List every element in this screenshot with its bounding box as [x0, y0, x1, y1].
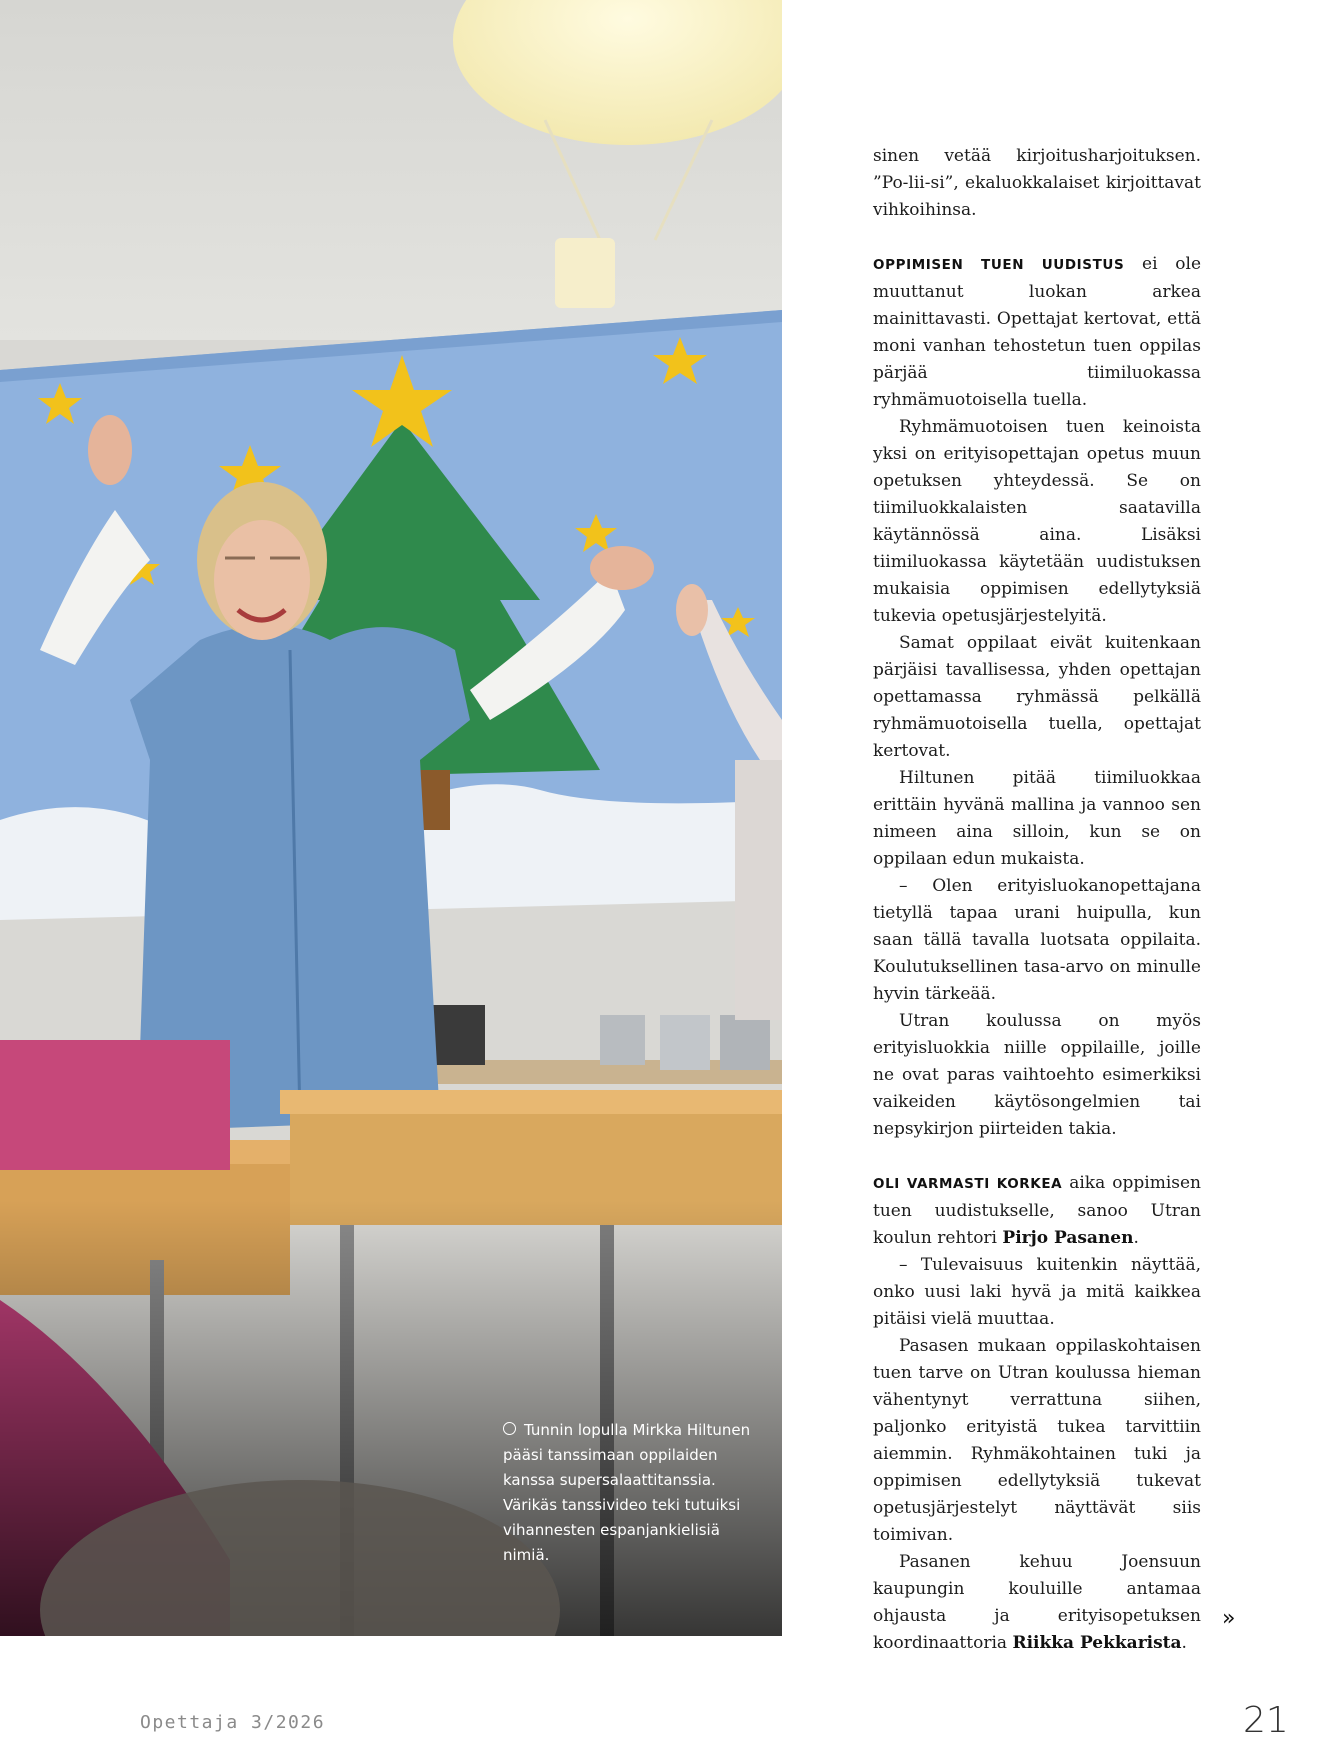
person-name: Riikka Pekkarista — [1012, 1633, 1182, 1653]
publication-issue: Opettaja 3/2026 — [140, 1712, 326, 1733]
photo-caption — [503, 1418, 753, 1568]
article-paragraph: sinen vetää kirjoitusharjoituksen. ”Po-lii-si”, ekaluokkalaiset kirjoittavat vihkoihinsa. — [873, 146, 1201, 220]
section-lead: OLI VARMASTI KORKEA — [873, 1176, 1063, 1192]
article-paragraph: Pasasen mukaan oppilaskohtaisen tuen tarve on Utran koulussa hieman vähentynyt verrattuna siihen, paljonko erityistä tukea tarvittiin aiemmin. Ryhmäkohtainen tuki ja oppimisen edellytyksiä tukevat opetusjärjestelyt näyttävät siis toimivan. — [873, 1336, 1201, 1545]
article-paragraph: Utran koulussa on myös erityisluokkia niille oppilaille, joille ne ovat paras vaihtoehto esimerkiksi vaikeiden käytösongelmien tai nepsykirjon piirteiden takia. — [873, 1011, 1201, 1139]
article-column — [873, 143, 1201, 1657]
caption-circle-icon — [503, 1422, 516, 1435]
article-paragraph: OPPIMISEN TUEN UUDISTUS ei ole muuttanut luokan arkea mainittavasti. Opettajat kertovat, että moni vanhan tehostetun tuen oppilas pärjää tiimiluokassa ryhmämuotoisella tuella. — [873, 254, 1201, 410]
article-paragraph: Pasanen kehuu Joensuun kaupungin kouluille antamaa ohjausta ja erityisopetuksen koordinaattoria Riikka Pekkarista. — [873, 1552, 1201, 1653]
article-paragraph: OLI VARMASTI KORKEA aika oppimisen tuen uudistukselle, sanoo Utran koulun rehtori Pirjo Pasanen. — [873, 1173, 1201, 1248]
person-name: Pirjo Pasanen — [1002, 1228, 1134, 1248]
page-number: 21 — [1243, 1700, 1289, 1741]
photo-caption-text: Tunnin lopulla Mirkka Hiltunen pääsi tanssimaan oppilaiden kanssa supersalaattitanssia. Värikäs tanssivideo teki tutuiksi vihannesten espanjankielisiä nimiä. — [503, 1421, 751, 1564]
article-paragraph: Samat oppilaat eivät kuitenkaan pärjäisi tavallisessa, yhden opettajan opettamassa ryhmässä pelkällä ryhmämuotoisella tuella, opettajat kertovat. — [873, 633, 1201, 761]
article-paragraph: Ryhmämuotoisen tuen keinoista yksi on erityisopettajan opetus muun opetuksen yhteydessä. Se on tiimiluokkalaisten saatavilla käytännössä aina. Lisäksi tiimiluokassa käytetään uudistuksen mukaisia oppimisen edellytyksiä tukevia opetusjärjestelyitä. — [873, 417, 1201, 626]
section-lead: OPPIMISEN TUEN UUDISTUS — [873, 257, 1125, 273]
article-paragraph: – Olen erityisluokanopettajana tietyllä tapaa urani huipulla, kun saan tällä tavalla luotsata oppilaita. Koulutuksellinen tasa-arvo on minulle hyvin tärkeää. — [873, 876, 1201, 1004]
article-paragraph: – Tulevaisuus kuitenkin näyttää, onko uusi laki hyvä ja mitä kaikkea pitäisi vielä muuttaa. — [873, 1255, 1201, 1329]
continue-arrow-icon: » — [1222, 1606, 1236, 1631]
article-paragraph: Hiltunen pitää tiimiluokkaa erittäin hyvänä mallina ja vannoo sen nimeen aina silloin, kun se on oppilaan edun mukaista. — [873, 768, 1201, 869]
